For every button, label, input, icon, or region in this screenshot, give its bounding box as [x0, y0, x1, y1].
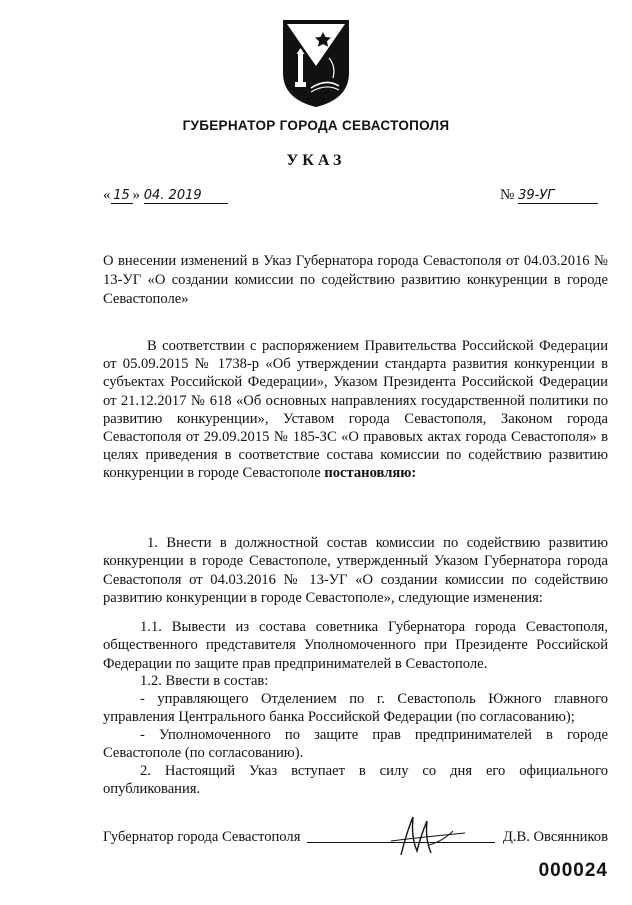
number-prefix: № — [500, 187, 515, 203]
serial-number: 000024 — [538, 860, 608, 881]
item-2 — [103, 762, 608, 799]
preamble — [103, 337, 608, 483]
document-number — [500, 187, 598, 204]
signatory-name: Д.В. Овсянников — [502, 829, 608, 845]
item-1-text: 1. Внести в должностной состав комиссии по содействию развитию конкуренции в городе Севастополе, утвержденный Указом Губернатора города Севастополя от 04.03.2016 № 13-УГ «О создании комиссии по содействию развитию конкуренции в городе Севастополе», следующие изменения: — [103, 535, 608, 606]
number-value: 39-УГ — [518, 188, 598, 204]
item-1-2-text: 1.2. Ввести в состав: — [140, 673, 269, 689]
preamble-decree-word: постановляю: — [324, 465, 417, 482]
item-1-2-b-text: - Уполномоченного по защите прав предпринимателей в городе Севастополе (по согласованию). — [103, 727, 608, 762]
item-1-2-b — [103, 726, 608, 763]
date-open-quote: « — [103, 187, 111, 203]
item-1-2-a-text: - управляющего Отделением по г. Севастополь Южного главного управления Центрального банка Российской Федерации (по согласованию); — [103, 691, 608, 726]
signatory-position: Губернатор города Севастополя — [103, 829, 301, 845]
item-1 — [103, 534, 608, 607]
item-1-1-text: 1.1. Вывести из состава советника Губернатора города Севастополя, общественного представителя Уполномоченного при Президенте Российской Федерации по защите прав предпринимателей в Севастополе. — [103, 619, 608, 672]
date-day: 15 — [111, 188, 133, 204]
document-type: УКАЗ — [286, 152, 346, 169]
preamble-text: В соответствии с распоряжением Правительства Российской Федерации от 05.09.2015 № 1738-р «Об утверждении стандарта развития конкуренции в субъектах Российской Федерации», Указом Президента Российской Федерации от 21.12.2017 № 618 «Об основных направлениях государственной политики по развитию конкуренции», Уставом города Севастополя, Законом города Севастополя от 29.09.2015 № 185-ЗС «О правовых актах города Севастополя» в целях приведения в соответствие состава комиссии по содействию развитию конкуренции в городе Севастополе — [103, 338, 608, 482]
item-1-2 — [103, 672, 608, 690]
document-title: О внесении изменений в Указ Губернатора города Севастополя от 04.03.2016 № 13-УГ «О создании комиссии по содействию развитию конкуренции в городе Севастополе» — [103, 253, 608, 307]
document-date — [103, 187, 228, 204]
item-1-1 — [103, 618, 608, 673]
issuer-heading: ГУБЕРНАТОР ГОРОДА СЕВАСТОПОЛЯ — [182, 118, 450, 133]
handwritten-signature-icon — [383, 811, 473, 861]
date-month-year: 04. 2019 — [144, 188, 228, 204]
coat-of-arms-icon — [281, 18, 351, 108]
item-2-text: 2. Настоящий Указ вступает в силу со дня его официального опубликования. — [103, 763, 608, 798]
date-close-quote: » — [132, 187, 140, 203]
item-1-2-a — [103, 690, 608, 727]
